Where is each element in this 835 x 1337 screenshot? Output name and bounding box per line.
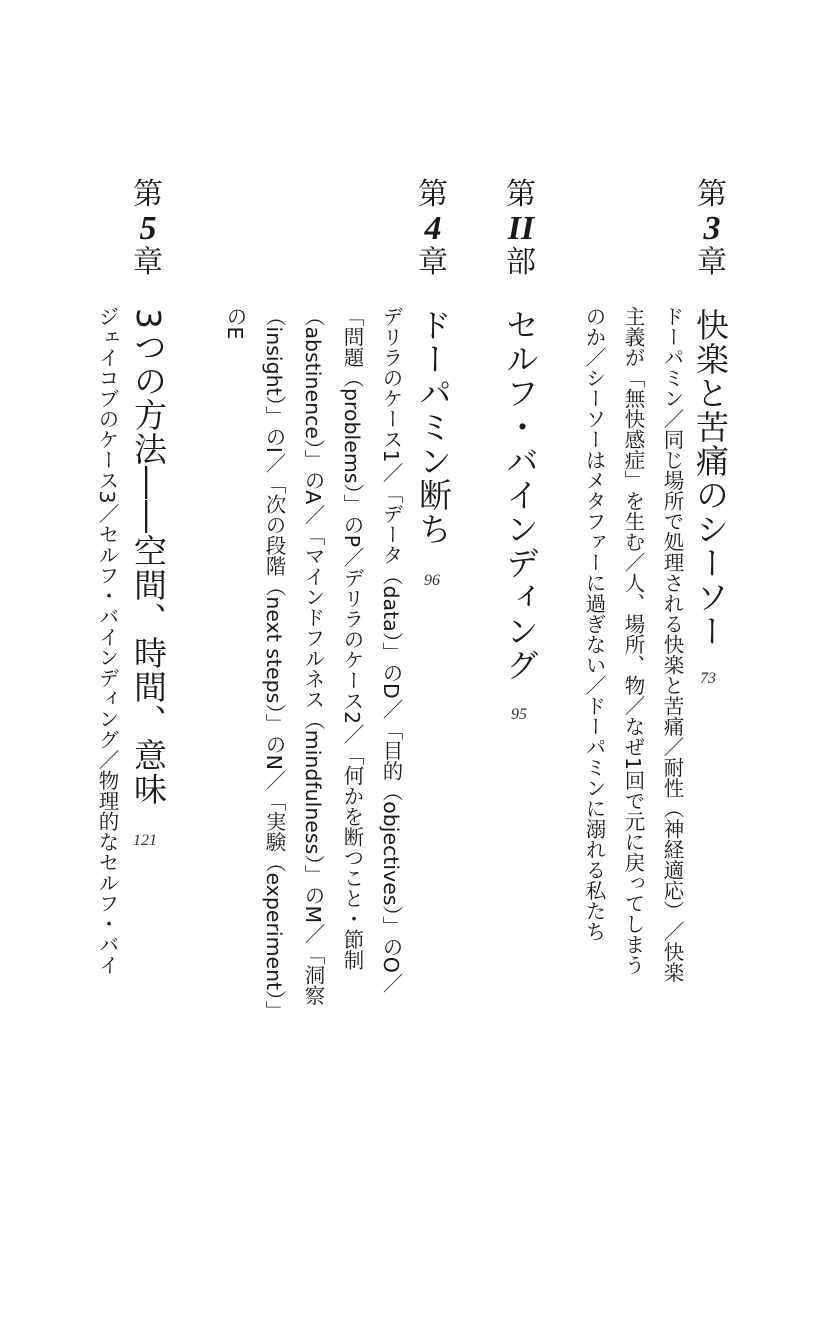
- chapter-4-label: [403, 178, 463, 280]
- chapter-4-summary-line: （abstinence）」のA／「マインドフルネス（mindfulness）」のM／「洞察: [301, 306, 325, 1006]
- chapter-number: 4: [424, 210, 442, 247]
- chapter-4-summary-line: デリラのケース1／「データ（data）」のD／「目的（objectives）」のO／: [379, 306, 403, 994]
- chapter-5-summary-line: ジェイコブのケース3／セルフ・バインディング／物理的なセルフ・バイ: [95, 306, 119, 976]
- chapter-3-summary-line: ドーパミン／同じ場所で処理される快楽と苦痛／耐性（神経適応）／快楽: [660, 306, 684, 983]
- part-label-dai: 第: [506, 177, 536, 212]
- chapter-4-title: ドーパミン断ち: [414, 308, 453, 546]
- chapter-label-sho: 章: [697, 245, 727, 280]
- part-2-page-number: 95: [511, 706, 527, 723]
- chapter-number: 5: [139, 210, 157, 247]
- chapter-5-page-number: 121: [133, 832, 157, 849]
- chapter-number: 3: [703, 210, 721, 247]
- part-2-title: セルフ・バインディング: [501, 308, 540, 682]
- part-label-bu: 部: [506, 245, 536, 280]
- chapter-3-summary-line: のか／シーソーはメタファーに過ぎない／ドーパミンに溺れる私たち: [582, 306, 606, 942]
- chapter-label-dai: 第: [697, 177, 727, 212]
- chapter-5-label: [118, 178, 178, 280]
- chapter-label-dai: 第: [418, 177, 448, 212]
- part-2-label: [491, 178, 551, 280]
- chapter-3-summary-line: 主義が「無快感症」を生む／人、場所、物／なぜ1回で元に戻ってしまう: [621, 306, 645, 976]
- part-number: II: [507, 210, 535, 247]
- chapter-4-summary-line: 「問題（problems）」のP／デリラのケース2／「何かを断つこと・節制: [340, 306, 364, 971]
- chapter-3-page-number: 73: [700, 670, 716, 687]
- chapter-label-dai: 第: [133, 177, 163, 212]
- chapter-4-page-number: 96: [424, 572, 440, 589]
- chapter-3-title: 快楽と苦痛のシーソー: [691, 308, 730, 648]
- chapter-3-label: [682, 178, 742, 280]
- chapter-4-summary-line: （insight）」のI／「次の段階（next steps）」のN／「実験（experiment）」: [262, 306, 286, 1021]
- chapter-5-title: 3つの方法――空間、時間、意味: [129, 308, 168, 806]
- chapter-label-sho: 章: [418, 245, 448, 280]
- chapter-label-sho: 章: [133, 245, 163, 280]
- chapter-4-summary-line: のE: [223, 306, 247, 340]
